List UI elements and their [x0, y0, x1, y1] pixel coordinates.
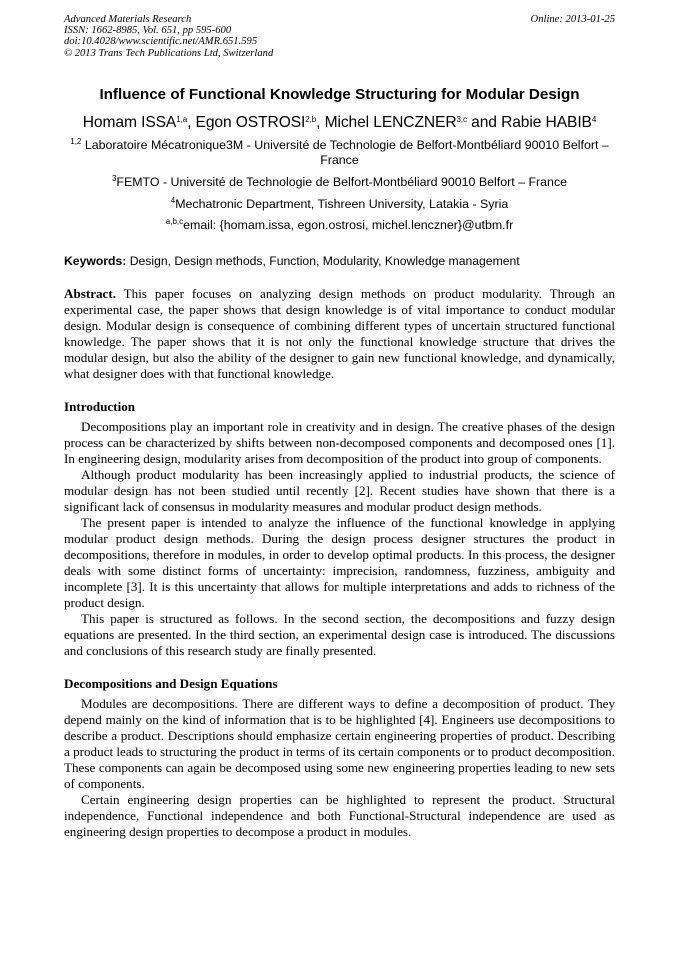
- copyright-line: © 2013 Trans Tech Publications Ltd, Switzerland: [64, 47, 274, 59]
- doi-line: doi:10.4028/www.scientific.net/AMR.651.595: [64, 36, 258, 48]
- author-name: Rabie HABIB: [501, 113, 592, 131]
- author-affiliation-marker: 2,b: [305, 114, 317, 124]
- paragraph: Certain engineering design properties can be highlighted to represent the product. Structural independence, Functional independence and both Functional-Structural independence are used as engineering design properties to decompose a product in modules.: [64, 791, 615, 839]
- keywords-label: Keywords:: [64, 253, 127, 268]
- section-decompositions: [64, 696, 615, 840]
- online-date: Online: 2013-01-25: [530, 14, 615, 25]
- author-list: [64, 113, 615, 132]
- affiliation-text: FEMTO - Université de Technologie de Belfort-Montbéliard 90010 Belfort – France: [116, 175, 568, 189]
- author-separator: and: [466, 113, 502, 131]
- affiliation-text: Laboratoire Mécatronique3M - Université de Technologie de Belfort-Montbéliard 90010 Belfort – France: [81, 137, 609, 168]
- paragraph: Modules are decompositions. There are different ways to define a decomposition of product. They depend mainly on the kind of information that is to be highlighted [4]. Engineers use decompositions to describe a product. Descriptions should emphasize certain engineering properties of product. Describing a product leads to structuring the product in terms of its certain components or to product decomposition. These components can again be decomposed using some new engineering properties leading to new sets of components.: [64, 695, 615, 791]
- journal-header: [64, 14, 615, 59]
- author-name: Egon OSTROSI: [195, 113, 306, 131]
- affiliation: [64, 138, 615, 169]
- abstract-label: Abstract.: [64, 285, 116, 301]
- keywords: [64, 254, 615, 269]
- paper-page: [64, 14, 615, 840]
- keywords-text: Design, Design methods, Function, Modularity, Knowledge management: [126, 253, 520, 268]
- affiliation: [64, 175, 615, 191]
- author-separator: ,: [316, 113, 325, 131]
- author-affiliation-marker: 4: [591, 114, 597, 124]
- affiliation-marker: 3: [111, 173, 117, 183]
- paragraph: This paper is structured as follows. In the second section, the decompositions and fuzzy design equations are presented. In the third section, an experimental design case is introduced. The discussions and conclusions of this research study are finally presented.: [64, 610, 615, 658]
- author-affiliation-marker: 3,c: [456, 114, 467, 124]
- author-name: Michel LENCZNER: [324, 113, 457, 131]
- affiliation-marker: 4: [170, 195, 176, 205]
- section-heading-decompositions: Decompositions and Design Equations: [64, 675, 278, 691]
- issn-line: ISSN: 1662-8985, Vol. 651, pp 595-600: [64, 25, 232, 37]
- section-heading-introduction: Introduction: [64, 398, 136, 414]
- affiliation: [64, 197, 615, 213]
- journal-name: Advanced Materials Research: [64, 14, 192, 25]
- section-introduction: [64, 419, 615, 659]
- paper-title: Influence of Functional Knowledge Structuring for Modular Design: [99, 85, 580, 103]
- abstract-text: This paper focuses on analyzing design methods on product modularity. Through an experimental case, the paper shows that design knowledge is of vital importance to conduct modular design. Modular design is consequence of combining different types of uncertain structured functional knowledge. The paper shows that it is not only the functional knowledge structure that drives the modular design, but also the ability of the designer to gain new functional knowledge, and dynamically, what designer does with that functional knowledge.: [64, 285, 615, 381]
- paragraph: Although product modularity has been increasingly applied to industrial products, the science of modular design has not been studied until recently [2]. Recent studies have shown that there is a significant lack of consensus in modularity measures and modular product design methods.: [64, 466, 615, 514]
- paragraph: The present paper is intended to analyze the influence of the functional knowledge in applying modular product design methods. During the design process designer structures the product in decompositions, therefore in modules, in order to develop optimal products. In this process, the designer deals with some distinct forms of uncertainty: imprecision, randomness, fuzziness, ambiguity and incomplete [3]. It is this uncertainty that allows for multiple interpretations and adds to richness of the product design.: [64, 514, 615, 610]
- paragraph: Decompositions play an important role in creativity and in design. The creative phases of the design process can be characterized by shifts between non-decomposed components and decomposed ones [1]. In engineering design, modularity arises from decomposition of the product into group of components.: [64, 418, 615, 466]
- author-separator: ,: [187, 113, 196, 131]
- email-text: email: {homam.issa, egon.ostrosi, michel.lenczner}@utbm.fr: [183, 218, 514, 233]
- abstract: [64, 286, 615, 382]
- affiliation-marker: a,b,c: [165, 217, 184, 226]
- affiliation-text: Mechatronic Department, Tishreen University, Latakia - Syria: [175, 196, 509, 211]
- author-affiliation-marker: 1,a: [176, 114, 188, 124]
- affiliation-marker: 1,2: [70, 136, 82, 146]
- email-line: [64, 218, 615, 234]
- author-name: Homam ISSA: [82, 113, 177, 131]
